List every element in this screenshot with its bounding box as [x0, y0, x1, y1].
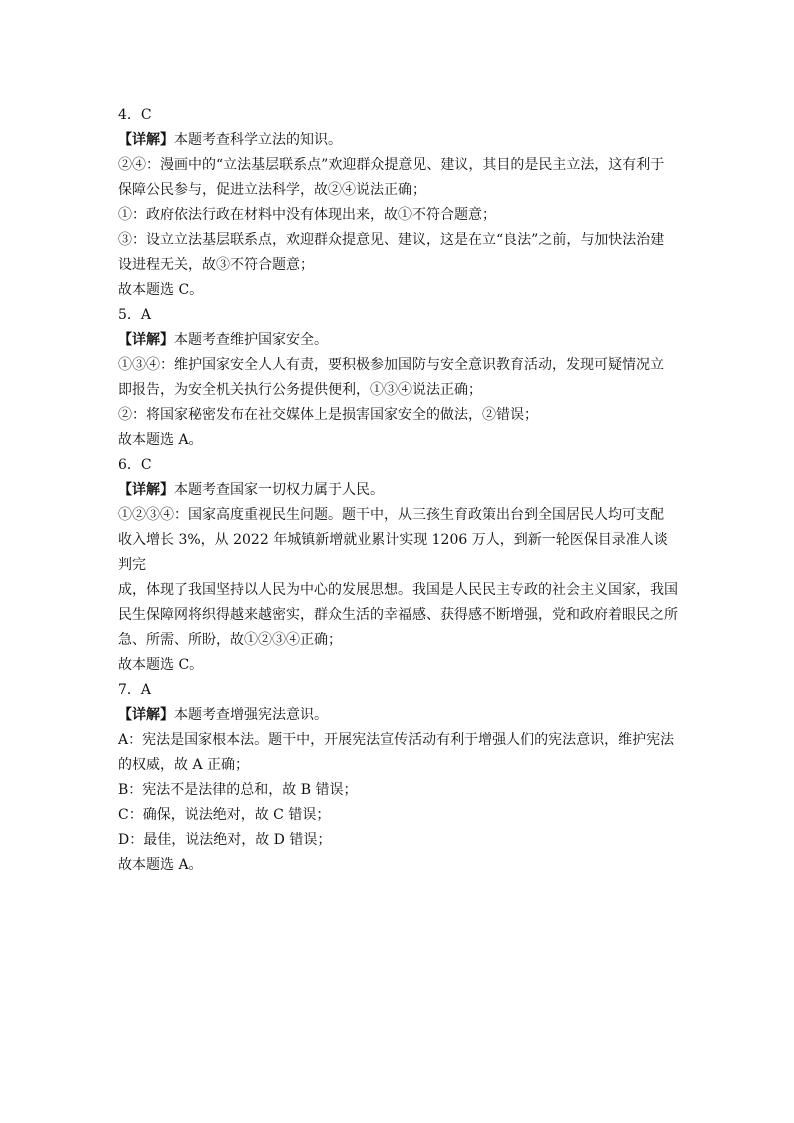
answer-line: 7．A: [118, 682, 152, 698]
explanation-line: ①：政府依法行政在材料中没有体现出来，故①不符合题意；: [118, 207, 496, 223]
explanation-line: ①③④：维护国家安全人人有责，要积极参加国防与安全意识教育活动，发现可疑情况立: [118, 357, 664, 373]
explanation-line: ①②③④：国家高度重视民生问题。题干中，从三孩生育政策出台到全国居民人均可支配: [118, 507, 664, 523]
explanation-line: ③：设立立法基层联系点，欢迎群众提意见、建议，这是在立“良法”之前，与加快法治建: [118, 232, 665, 248]
explanation-line: 设进程无关，故③不符合题意；: [118, 257, 314, 273]
explanation-line: 民生保障网将织得越来越密实，群众生活的幸福感、获得感不断增强，党和政府着眼民之所: [118, 607, 678, 623]
explanation-line: 故本题选 C。: [118, 282, 204, 298]
explanation-line: 故本题选 A。: [118, 432, 203, 448]
explanation-line: 即报告，为安全机关执行公务提供便利，①③④说法正确；: [118, 382, 482, 398]
answer-document: [118, 103, 678, 878]
detail-line: [118, 478, 678, 503]
explanation-line: C：确保，说法绝对，故 C 错误；: [118, 807, 331, 823]
explanation-line: ②：将国家秘密发布在社交媒体上是损害国家安全的做法，②错误；: [118, 407, 538, 423]
question-block: [118, 678, 678, 878]
detail-label: 【详解】: [118, 707, 174, 723]
explanation-line: 急、所需、所盼，故①②③④正确；: [118, 632, 342, 648]
detail-line: [118, 128, 678, 153]
answer-line: 5．A: [118, 307, 152, 323]
question-block: [118, 103, 678, 303]
detail-topic: 本题考查科学立法的知识。: [174, 132, 342, 148]
explanation-line: 故本题选 C。: [118, 657, 204, 673]
explanation-line: 故本题选 A。: [118, 857, 203, 873]
answer-line: 4．C: [118, 107, 152, 123]
detail-topic: 本题考查增强宪法意识。: [174, 707, 328, 723]
detail-line: [118, 328, 678, 353]
detail-label: 【详解】: [118, 482, 174, 498]
detail-label: 【详解】: [118, 132, 174, 148]
detail-topic: 本题考查国家一切权力属于人民。: [174, 482, 384, 498]
explanation-line: A：宪法是国家根本法。题干中，开展宪法宣传活动有利于增强人们的宪法意识，维护宪法: [118, 732, 675, 748]
question-block: [118, 303, 678, 453]
answer-line: 6．C: [118, 457, 152, 473]
explanation-line: 成，体现了我国坚持以人民为中心的发展思想。我国是人民民主专政的社会主义国家，我国: [118, 582, 678, 598]
detail-label: 【详解】: [118, 332, 174, 348]
explanation-line: B：宪法不是法律的总和，故 B 错误；: [118, 782, 358, 798]
explanation-line: ②④：漫画中的“立法基层联系点”欢迎群众提意见、建议，其目的是民主立法，这有利于: [118, 157, 665, 173]
explanation-line: 保障公民参与，促进立法科学，故②④说法正确；: [118, 182, 426, 198]
detail-topic: 本题考查维护国家安全。: [174, 332, 328, 348]
explanation-line: D：最佳，说法绝对，故 D 错误；: [118, 832, 332, 848]
detail-line: [118, 703, 678, 728]
explanation-line: 收入增长 3%，从 2022 年城镇新增就业累计实现 1206 万人，到新一轮医保目录准人谈判完: [118, 532, 668, 573]
explanation-line: 的权威，故 A 正确；: [118, 757, 250, 773]
question-block: [118, 453, 678, 678]
